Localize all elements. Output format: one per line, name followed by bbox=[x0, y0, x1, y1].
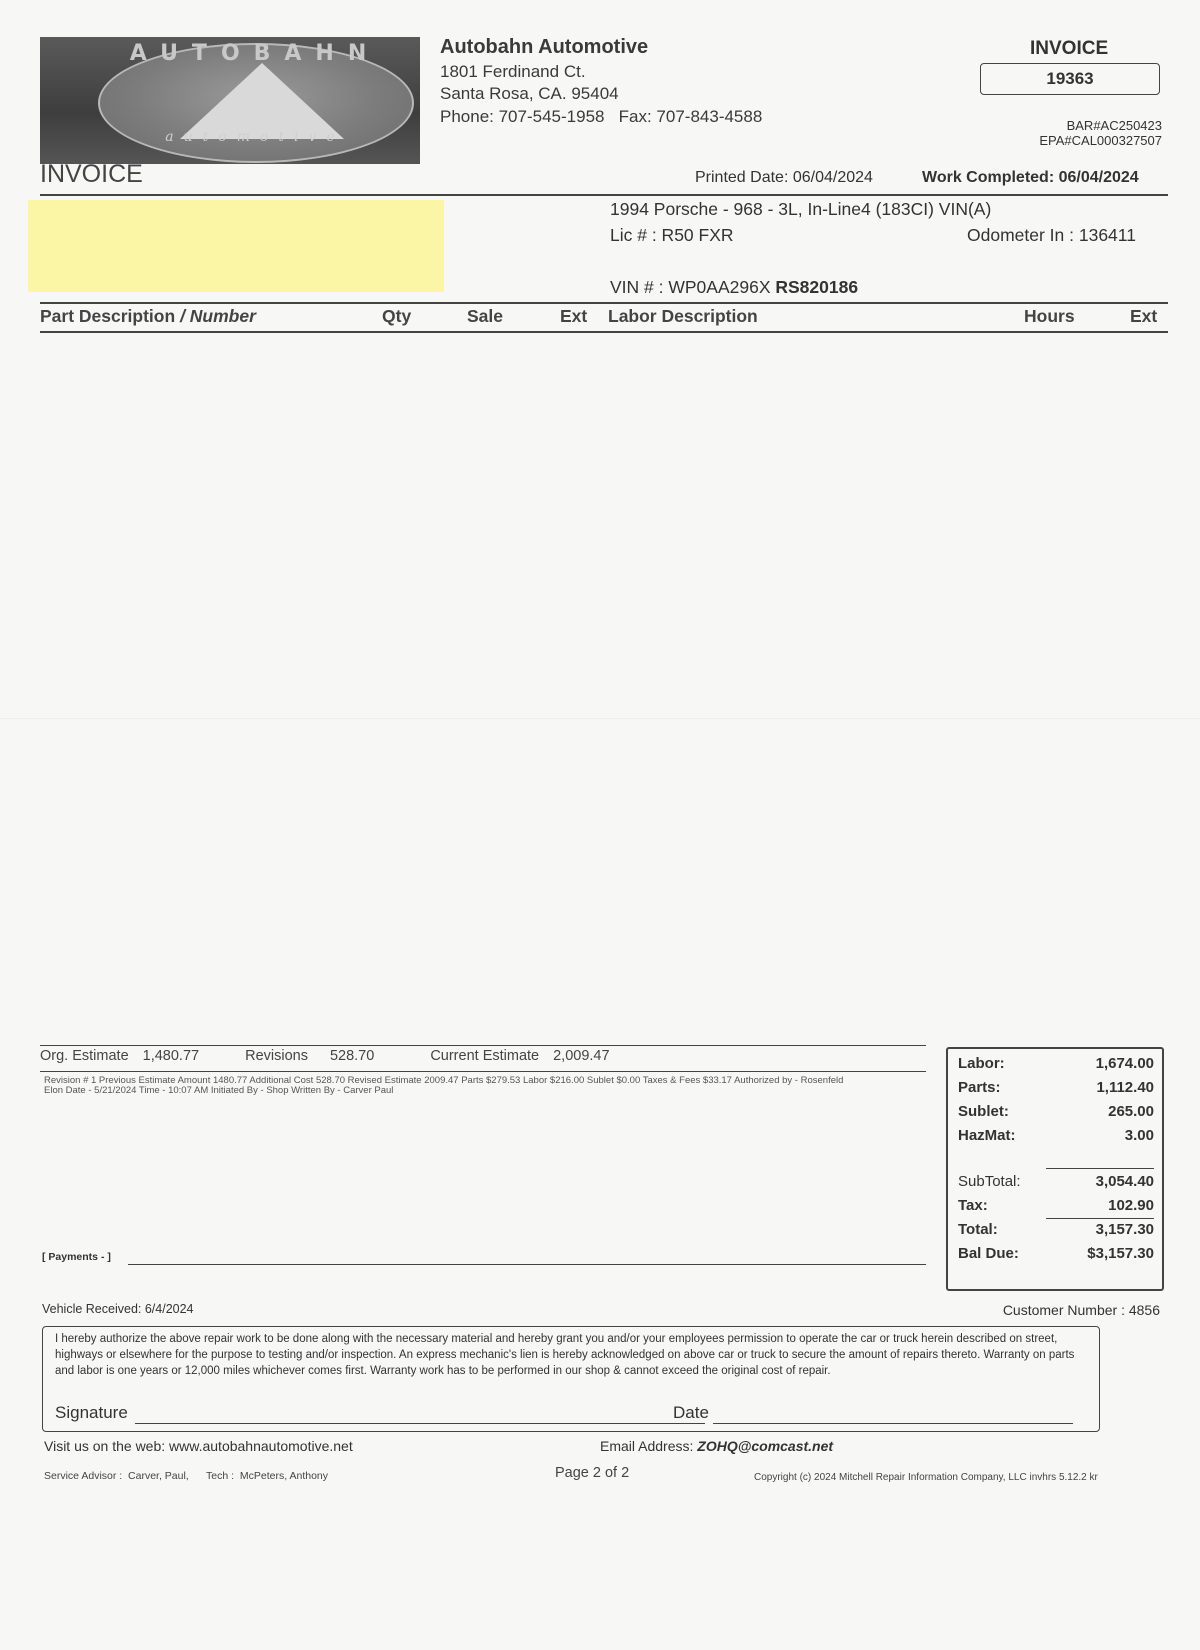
col-hours: Hours bbox=[1024, 306, 1075, 326]
parts-total-label: Parts: bbox=[958, 1079, 1001, 1096]
org-estimate-value: 1,480.77 bbox=[142, 1048, 200, 1064]
totals-box bbox=[946, 1047, 1164, 1291]
vin-number bbox=[610, 277, 858, 298]
current-estimate-label: Current Estimate bbox=[430, 1048, 540, 1064]
col-part-description bbox=[40, 306, 256, 327]
authorization-text: I hereby authorize the above repair work to be done along with the necessary material and hereby grant you and/or your employees permission to operate the car or truck herein described on street, highways or elsewhere for the purpose to testing and/or inspection. An express mechanic's lien is hereby acknowledged on above car or truck to secure the amount of repairs thereto. Warranty on parts and labor is one years or 12,000 miles whichever comes first. Warranty work has to be performed in our shop & cannot exceed the original cost of repair. bbox=[55, 1333, 1075, 1377]
copyright: Copyright (c) 2024 Mitchell Repair Information Company, LLC invhrs 5.12.2 kr bbox=[754, 1472, 1098, 1483]
balance-due-label: Bal Due: bbox=[958, 1245, 1019, 1262]
logo-road-shape bbox=[180, 63, 344, 139]
company-street: 1801 Ferdinand Ct. bbox=[440, 62, 586, 81]
parts-total-value: 1,112.40 bbox=[1096, 1079, 1154, 1096]
date-line[interactable] bbox=[713, 1423, 1073, 1424]
total-label: Total: bbox=[958, 1221, 998, 1238]
invoice-title: INVOICE bbox=[40, 160, 143, 188]
company-name: Autobahn Automotive bbox=[440, 36, 649, 58]
email-address: ZOHQ@comcast.net bbox=[697, 1438, 834, 1454]
estimate-bottom-rule bbox=[40, 1071, 926, 1072]
col-part-number-label: / Number bbox=[180, 306, 256, 326]
paper-fold bbox=[0, 718, 1200, 719]
signature-label: Signature bbox=[55, 1403, 128, 1422]
col-labor-description: Labor Description bbox=[608, 306, 758, 326]
logo-text-bottom: automotive bbox=[165, 129, 345, 145]
current-estimate-value: 2,009.47 bbox=[553, 1048, 610, 1064]
payments-label: [ Payments - ] bbox=[42, 1251, 111, 1263]
payments-rule bbox=[128, 1264, 926, 1265]
page-number: Page 2 of 2 bbox=[555, 1465, 630, 1481]
col-sale: Sale bbox=[467, 306, 503, 326]
estimate-summary bbox=[40, 1048, 624, 1064]
subtotal-label: SubTotal: bbox=[958, 1173, 1021, 1190]
license-plate: Lic # : R50 FXR bbox=[610, 225, 734, 245]
company-phone-fax: Phone: 707-545-1958 Fax: 707-843-4588 bbox=[440, 107, 763, 126]
labor-total-value: 1,674.00 bbox=[1095, 1055, 1154, 1072]
redacted-customer-info bbox=[28, 200, 444, 292]
revisions-label: Revisions bbox=[245, 1048, 308, 1064]
columns-bottom-rule bbox=[40, 331, 1168, 333]
tax-label: Tax: bbox=[958, 1197, 988, 1214]
col-ext-parts: Ext bbox=[560, 306, 588, 326]
company-logo bbox=[40, 37, 420, 164]
header-divider bbox=[40, 194, 1168, 196]
epa-number: EPA#CAL000327507 bbox=[1039, 133, 1162, 148]
vehicle-description: 1994 Porsche - 968 - 3L, In-Line4 (183CI) VIN(A) bbox=[610, 199, 992, 219]
col-part-desc-label: Part Description bbox=[40, 306, 176, 326]
registration-numbers bbox=[1039, 118, 1162, 148]
signature-line[interactable] bbox=[135, 1423, 705, 1424]
invoice-number: 19363 bbox=[980, 63, 1160, 95]
printed-date: Printed Date: 06/04/2024 bbox=[695, 169, 873, 186]
work-completed-date: Work Completed: 06/04/2024 bbox=[922, 169, 1139, 186]
invoice-label: INVOICE bbox=[1030, 38, 1109, 59]
subtotal-value: 3,054.40 bbox=[1095, 1173, 1154, 1190]
sublet-total-value: 265.00 bbox=[1108, 1103, 1154, 1120]
balance-due-value: $3,157.30 bbox=[1087, 1245, 1154, 1262]
revision-details: Revision # 1 Previous Estimate Amount 1480.77 Additional Cost 528.70 Revised Estimate 2009.47 Parts $279.53 Labor $216.00 Sublet $0.00 Taxes & Fees $33.17 Authorized by - Rosenfeld Elon Date - 5/21/2024 Time - 10:07 AM Initiated By - Shop Written By - Carver Paul bbox=[44, 1075, 844, 1096]
sublet-total-label: Sublet: bbox=[958, 1103, 1009, 1120]
vin-prefix: VIN # : WP0AA296X bbox=[610, 277, 776, 297]
revisions-value: 528.70 bbox=[329, 1048, 375, 1064]
columns-top-rule bbox=[40, 302, 1168, 304]
org-estimate-label: Org. Estimate bbox=[40, 1048, 129, 1064]
logo-text-top: AUTOBAHN bbox=[129, 41, 381, 66]
service-advisor-tech: Service Advisor : Carver, Paul, Tech : McPeters, Anthony bbox=[44, 1470, 329, 1482]
bar-number: BAR#AC250423 bbox=[1066, 118, 1162, 133]
total-rule bbox=[1046, 1218, 1154, 1219]
vin-suffix: RS820186 bbox=[775, 277, 859, 297]
hazmat-total-value: 3.00 bbox=[1124, 1127, 1154, 1144]
company-city: Santa Rosa, CA. 95404 bbox=[440, 84, 619, 103]
hazmat-total-label: HazMat: bbox=[958, 1127, 1016, 1144]
date-label: Date bbox=[673, 1403, 709, 1422]
labor-total-label: Labor: bbox=[958, 1055, 1005, 1072]
col-qty: Qty bbox=[382, 306, 412, 326]
website-line: Visit us on the web: www.autobahnautomotive.net bbox=[44, 1438, 353, 1454]
vehicle-received: Vehicle Received: 6/4/2024 bbox=[42, 1302, 194, 1316]
subtotal-rule bbox=[1046, 1168, 1154, 1169]
col-ext-labor: Ext bbox=[1130, 306, 1158, 326]
email-line bbox=[600, 1438, 833, 1454]
estimate-top-rule bbox=[40, 1045, 926, 1046]
email-label: Email Address: bbox=[600, 1438, 698, 1454]
authorization-box bbox=[42, 1326, 1100, 1432]
customer-number: Customer Number : 4856 bbox=[1002, 1302, 1160, 1318]
odometer-reading: Odometer In : 136411 bbox=[967, 225, 1136, 245]
total-value: 3,157.30 bbox=[1095, 1221, 1154, 1238]
tax-value: 102.90 bbox=[1108, 1197, 1154, 1214]
